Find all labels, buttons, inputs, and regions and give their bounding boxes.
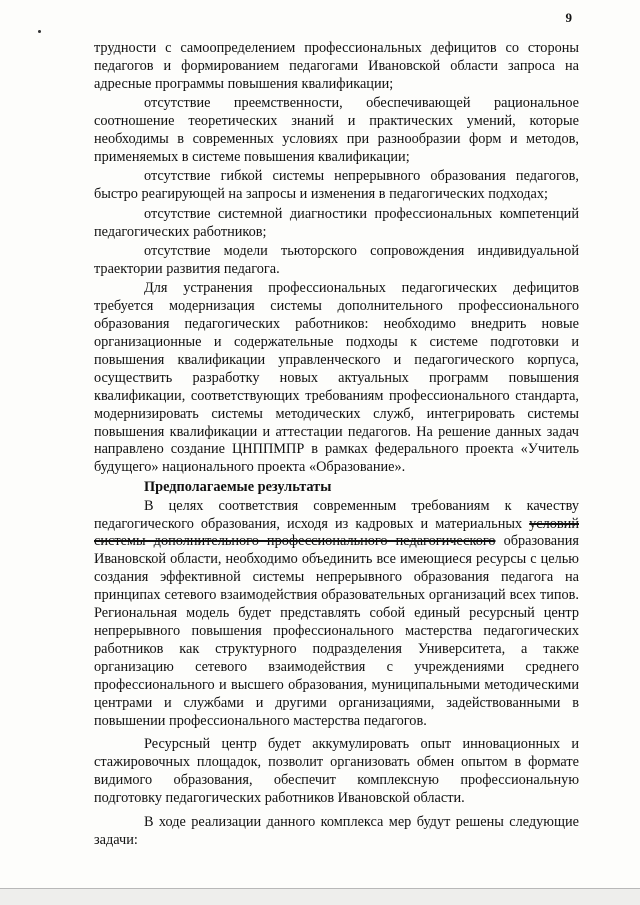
section-heading-results: Предполагаемые результаты [144,478,332,495]
results-text-start: В целях соответствия современным требованиям к качеству педагогического образования, исходя из кадровых и материальных [94,497,579,532]
results-text-end: образования Ивановской области, необходимо объединить все имеющиеся ресурсы с целью создания эффективной системы непрерывного образования педагога на принципах сетевого взаимодействия образовательных организаций всех типов. Региональная модель будет представлять собой единый ресурсный центр непрерывного повышения профессионального мастерства педагогических работников как структурного подразделения Университета, а также организацию сетевого взаимодействия с учреждениями среднего профессионального и высшего образования, муниципальными методическими центрами и службами и другими организациями, задействованными в повышении профессионального мастерства педагогов. [94,533,579,729]
paragraph-results [94,498,579,731]
page-number: 9 [565,10,572,25]
scan-bottom-shade [0,889,640,905]
paragraph-modernization: Для устранения профессиональных педагогических дефицитов требуется модернизация системы дополнительного профессионального образования педагогических работников: необходимо внедрить новые организационные и содержательные подходы к системе подготовки и повышения квалификации управленческого и педагогического корпуса, осуществить разработку новых актуальных программ повышения квалификации, соответствующих требованиям профессионального стандарта, модернизировать системы методических служб, интегрировать системы повышения квалификации и аттестации педагогов. На решение данных задач направлено создание ЦНППМПР в рамках федерального проекта «Учитель будущего» национального проекта «Образование». [94,280,579,476]
struck-through-text: условий системы дополнительного профессионального педагогического [94,515,579,550]
paragraph-tutor-model: отсутствие модели тьюторского сопровождения индивидуальной траектории развития педагога. [94,242,579,277]
scan-speck [38,30,41,33]
paragraph-resource-center: Ресурсный центр будет аккумулировать опыт инновационных и стажировочных площадок, позволит организовать обмен опытом в формате видимого образования, обеспечит комплексную профессиональную подготовку педагогических работников Ивановской области. [94,736,579,807]
paragraph-diagnostics: отсутствие системной диагностики профессиональных компетенций педагогических работников; [94,205,579,240]
paragraph-continuity: отсутствие преемственности, обеспечивающей рациональное соотношение теоретических знаний и практических умений, которые необходимы в современных условиях при разнообразии форм и методов, применяемых в системе повышения квалификации; [94,95,579,165]
paragraph-difficulties: трудности с самоопределением профессиональных дефицитов со стороны педагогов и формированием педагогами Ивановской области запроса на адресные программы повышения квалификации; [94,40,579,92]
paragraph-tasks-intro: В ходе реализации данного комплекса мер будут решены следующие задачи: [94,814,579,848]
paragraph-flexible-system: отсутствие гибкой системы непрерывного образования педагогов, быстро реагирующей на запросы и изменения в педагогических подходах; [94,168,579,203]
document-body [94,40,579,851]
